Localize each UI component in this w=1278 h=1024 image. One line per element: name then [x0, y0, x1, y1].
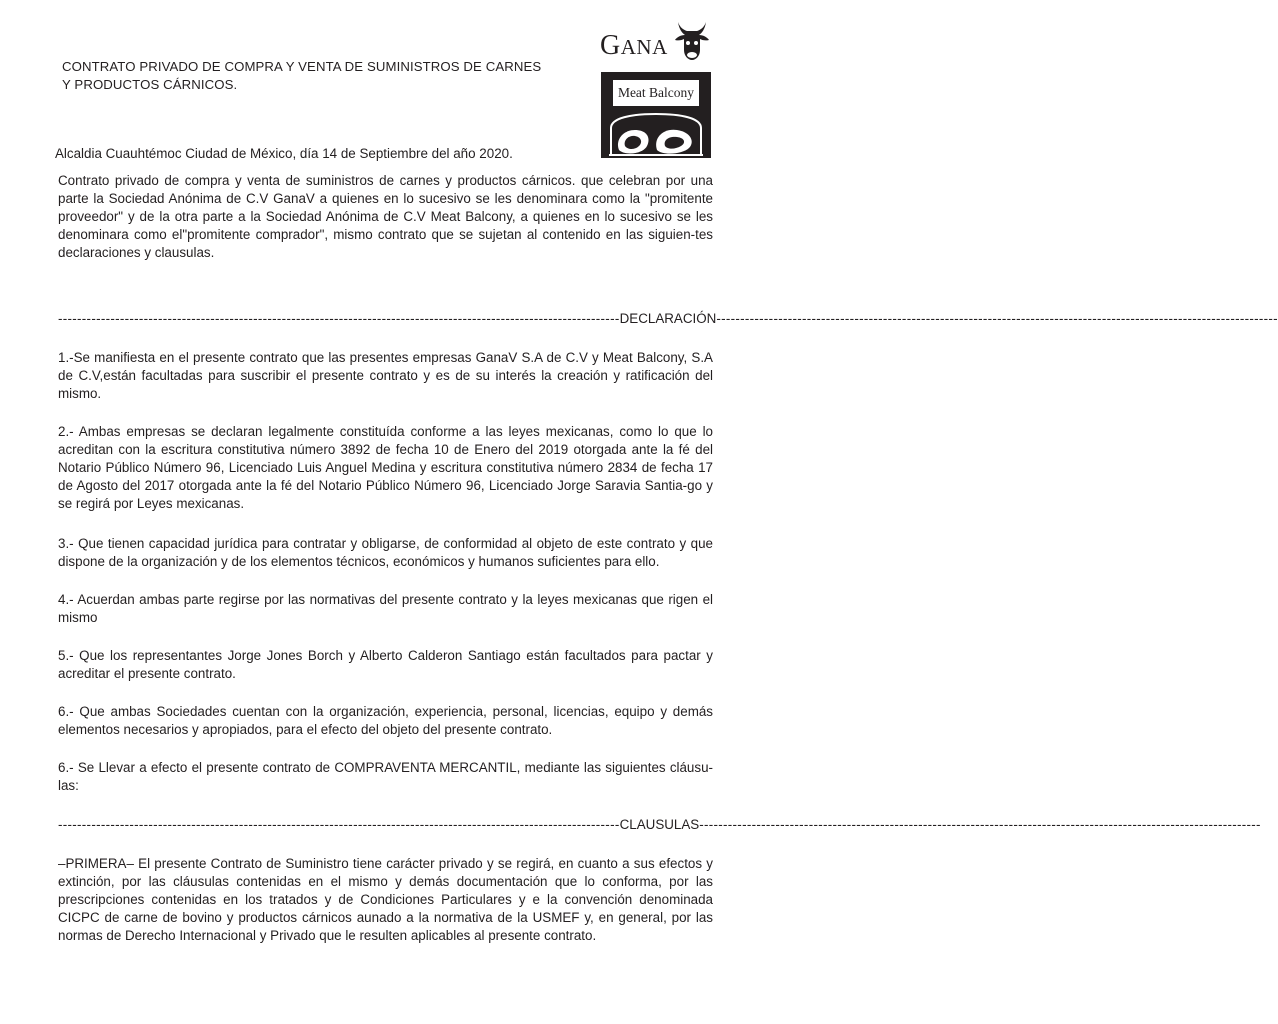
gana-wordmark: GANA — [600, 30, 668, 61]
declaracion-item: 6.- Se Llevar a efecto el presente contrato de COMPRAVENTA MERCANTIL, mediante las siguientes cláusu-las: — [58, 760, 713, 793]
separator-dashes-right: ---------------------------------------------------------------------------------------------------------------------- — [716, 311, 1278, 326]
gana-logo — [600, 16, 712, 72]
clausulas-heading — [58, 817, 1261, 832]
document-title — [62, 58, 542, 94]
declaracion-item: 1.-Se manifiesta en el presente contrato que las presentes empresas GanaV S.A de C.V y Meat Balcony, S.A de C.V,están facultadas para suscribir el presente contrato y es de su interés la creación y ratificación del mismo. — [58, 350, 713, 401]
declaracion-heading-label: DECLARACIÓN — [619, 311, 717, 326]
clausulas-heading-label: CLAUSULAS — [619, 817, 700, 832]
title-line-1: CONTRATO PRIVADO DE COMPRA Y VENTA DE SUMINISTROS DE CARNES — [62, 59, 542, 74]
meat-cuts-icon — [601, 110, 711, 158]
meat-balcony-label: Meat Balcony — [613, 80, 699, 106]
declaracion-item: 4.- Acuerdan ambas parte regirse por las normativas del presente contrato y la leyes mexicanas que rigen el mismo — [58, 592, 713, 625]
separator-dashes-left: ---------------------------------------------------------------------------------------------------------------------- — [58, 311, 620, 326]
title-line-2: Y PRODUCTOS CÁRNICOS. — [62, 77, 238, 92]
declaracion-item: 5.- Que los representantes Jorge Jones Borch y Alberto Calderon Santiago están facultados para pactar y acreditar el presente contrato. — [58, 648, 713, 681]
declaracion-heading — [58, 311, 1278, 326]
separator-dashes-right: ---------------------------------------------------------------------------------------------------------------------- — [699, 817, 1261, 832]
declaracion-item: 2.- Ambas empresas se declaran legalmente constituída conforme a las leyes mexicanas, como lo que lo acreditan con la escritura constitutiva número 3892 de fecha 10 de Enero del 2019 otorgada ante la fé del Notario Público Número 96, Licenciado Luis Anguel Medina y escritura constitutiva número 2834 de fecha 17 de Agosto del 2017 otorgada ante la fé del Notario Público Número 96, Licenciado Jorge Saravia Santia-go y se regirá por Leyes mexicanas. — [58, 424, 713, 511]
meat-balcony-logo — [601, 72, 711, 158]
separator-dashes-left: ---------------------------------------------------------------------------------------------------------------------- — [58, 817, 620, 832]
declaracion-item: 6.- Que ambas Sociedades cuentan con la organización, experiencia, personal, licencias, equipo y demás elementos necesarios y apropiados, para el efecto del objeto del presente contrato. — [58, 704, 713, 737]
cow-head-icon — [672, 16, 712, 66]
clausula-primera: –PRIMERA– El presente Contrato de Suministro tiene carácter privado y se regirá, en cuanto a sus efectos y extinción, por las cláusulas contenidas en el mismo y demás documentación que lo conforma, por las prescripciones contenidas en los tratados y de Condiciones Particulares y e la convención denominada CICPC de carne de bovino y productos cárnicos aunado a la normativa de la USMEF y, en general, por las normas de Derecho Internacional y Privado que le resulten aplicables al presente contrato. — [58, 856, 713, 943]
intro-paragraph: Contrato privado de compra y venta de suministros de carnes y productos cárnicos. que celebran por una parte la Sociedad Anónima de C.V GanaV a quienes en lo sucesivo se les denominara como la "promitente proveedor" y de la otra parte a la Sociedad Anónima de C.V Meat Balcony, a quienes en lo sucesivo se les denominara como el"promitente comprador", mismo contrato que se sujetan al contenido en las siguien-tes declaraciones y clausulas. — [58, 173, 713, 260]
declaracion-item: 3.- Que tienen capacidad jurídica para contratar y obligarse, de conformidad al objeto de este contrato y que dispone de la organización y de los elementos técnicos, económicos y humanos suficientes para ello. — [58, 536, 713, 569]
place-and-date: Alcaldia Cuauhtémoc Ciudad de México, día 14 de Septiembre del año 2020. — [55, 146, 513, 161]
